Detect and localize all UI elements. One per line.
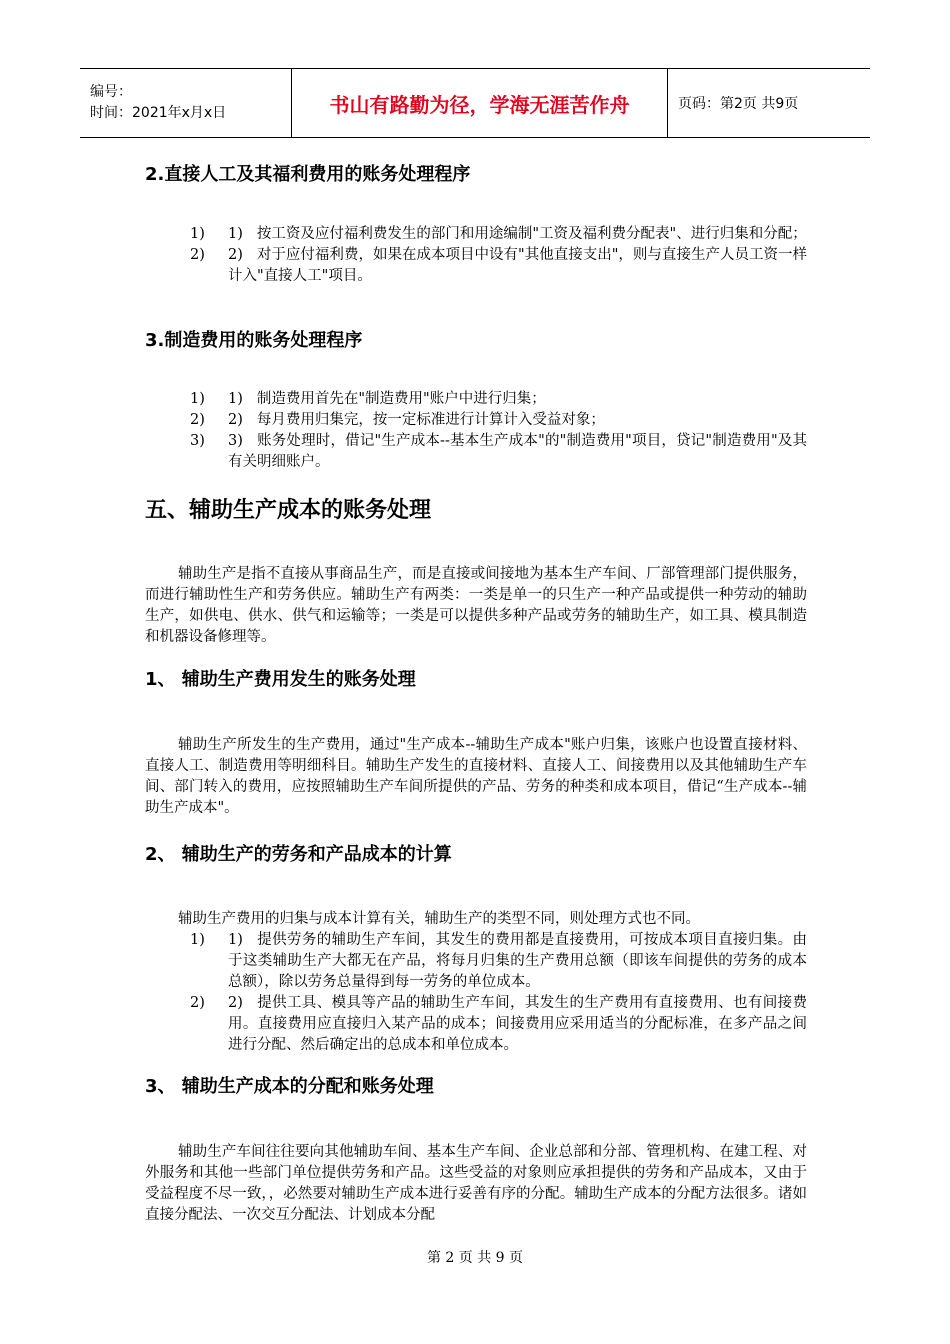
subsection-1-paragraph: 辅助生产所发生的生产费用，通过"生产成本--辅助生产成本"账户归集，该账户也设置直接材料、直接人工、制造费用等明细科目。辅助生产发生的直接材料、直接人工、间接费用以及其他辅助生产车间、部门转入的费用，应按照辅助生产车间所提供的产品、劳务的种类和成本项目，借记“生产成本--辅助生产成本"。 xyxy=(145,737,807,816)
page-header xyxy=(80,68,870,138)
subsection-2-paragraph: 辅助生产费用的归集与成本计算有关，辅助生产的类型不同，则处理方式也不同。 xyxy=(178,911,700,927)
number-label: 编号： xyxy=(90,84,132,100)
header-meta xyxy=(80,69,291,137)
list-item: 1) 1) 制造费用首先在"制造费用"账户中进行归集； xyxy=(190,391,546,407)
section-3-list xyxy=(190,389,807,473)
subsection-3-paragraph: 辅助生产车间往往要向其他辅助车间、基本生产车间、企业总部和分部、管理机构、在建工程、对外服务和其他一些部门单位提供劳务和产品。这些受益的对象则应承担提供的劳务和产品成本，又由于受益程度不尽一致，，必然要对辅助生产成本进行妥善有序的分配。辅助生产成本的分配方法很多。诸如直接分配法、一次交互分配法、计划成本分配 xyxy=(145,1144,807,1223)
list-item: 2) 2) 对于应付福利费，如果在成本项目中设有"其他直接支出"，则与直接生产人员工资一样计入"直接人工"项目。 xyxy=(190,247,807,284)
section-5-paragraph: 辅助生产是指不直接从事商品生产，而是直接或间接地为基本生产车间、厂部管理部门提供服务，而进行辅助性生产和劳务供应。辅助生产有两类：一类是单一的只生产一种产品或提供一种劳动的辅助生产，如供电、供水、供气和运输等；一类是可以提供多种产品或劳务的辅助生产，如工具、模具制造和机器设备修理等。 xyxy=(145,566,807,645)
list-item: 2) 2) 每月费用归集完，按一定标准进行计算计入受益对象； xyxy=(190,412,605,428)
list-item: 1) 1) 提供劳务的辅助生产车间，其发生的费用都是直接费用，可按成本项目直接归集。由于这类辅助生产大都无在产品，将每月归集的生产费用总额（即该车间提供的劳务的成本总额），除以劳务总量得到每一劳务的单位成本。 xyxy=(190,932,807,990)
time-label: 时间：2021年x月x日 xyxy=(90,105,227,121)
section-2-list xyxy=(190,224,807,287)
subsection-2-list xyxy=(190,930,807,1056)
subsection-2-title: 2、 辅助生产的劳务和产品成本的计算 xyxy=(145,844,452,865)
list-item: 1) 1) 按工资及应付福利费发生的部门和用途编制"工资及福利费分配表"、进行归集和分配； xyxy=(190,226,807,242)
subsection-1-title: 1、 辅助生产费用发生的账务处理 xyxy=(145,669,416,690)
list-item: 2) 2) 提供工具、模具等产品的辅助生产车间，其发生的生产费用有直接费用、也有间接费用。直接费用应直接归入某产品的成本；间接费用应采用适当的分配标准，在多产品之间进行分配、然后确定出的总成本和单位成本。 xyxy=(190,995,807,1053)
header-motto: 书山有路勤为径，学海无涯苦作舟 xyxy=(291,69,668,137)
header-page-info: 页码：第2页 共9页 xyxy=(678,96,799,112)
section-3-title: 3.制造费用的账务处理程序 xyxy=(145,330,363,351)
page-footer: 第 2 页 共 9 页 xyxy=(426,1250,524,1266)
list-item: 3) 3) 账务处理时，借记"生产成本--基本生产成本"的"制造费用"项目，贷记"制造费用"及其有关明细账户。 xyxy=(190,433,807,470)
section-2-title: 2.直接人工及其福利费用的账务处理程序 xyxy=(145,164,471,185)
section-5-title: 五、辅助生产成本的账务处理 xyxy=(145,498,432,523)
subsection-3-title: 3、 辅助生产成本的分配和账务处理 xyxy=(145,1076,434,1097)
